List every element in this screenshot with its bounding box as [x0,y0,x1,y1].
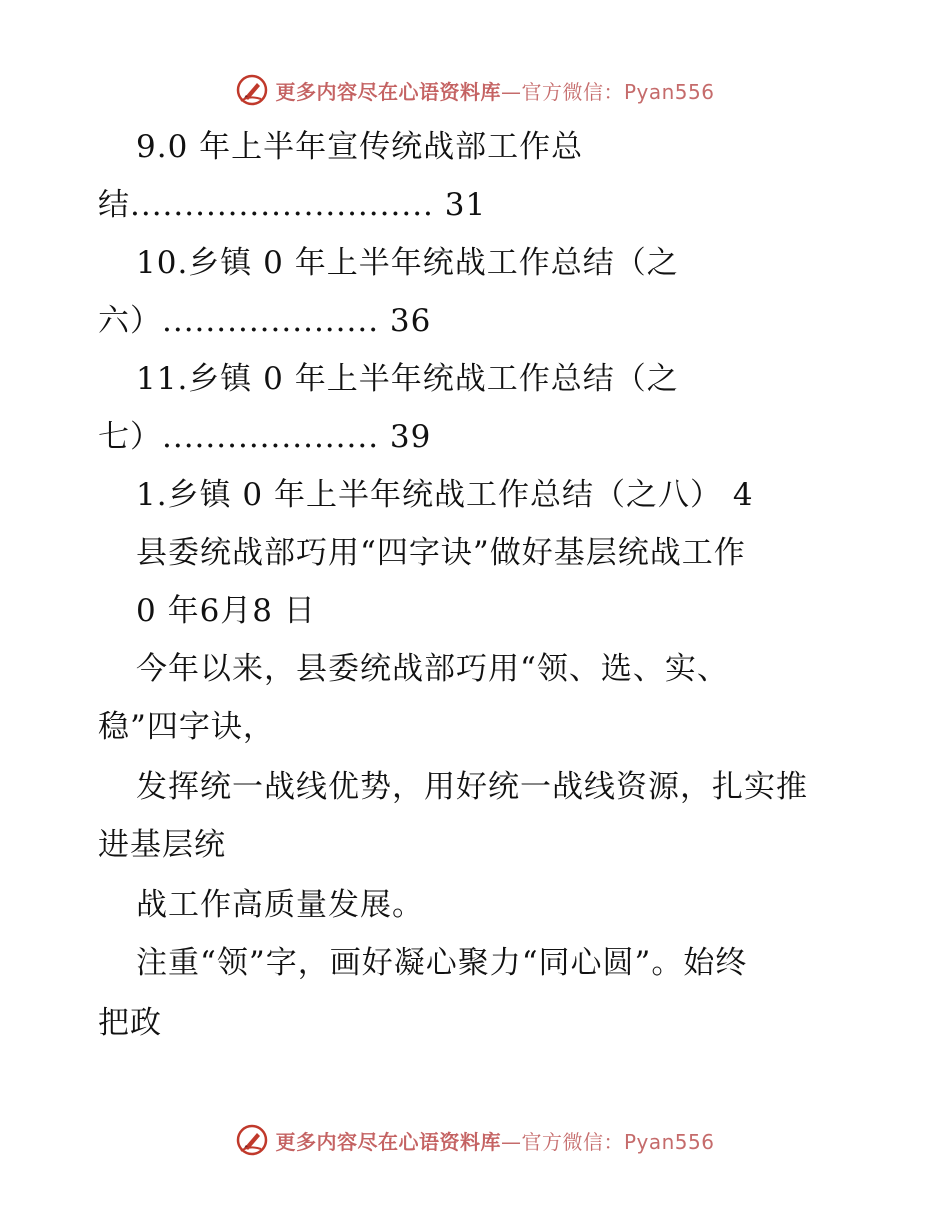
text-line: 10.乡镇 0 年上半年统战工作总结（之 [136,245,679,281]
footer-banner-wechat: —官方微信：Pyan556 [500,1129,715,1154]
text-line: 战工作高质量发展。 [136,887,424,923]
text-line: 发挥统一战线优势，用好统一战线资源，扎实推 [136,769,808,805]
text-line: 七）.................... 39 [98,419,432,455]
header-banner-bold: 更多内容尽在心语资料库 [275,79,501,104]
header-banner [0,70,950,110]
text-line: 县委统战部巧用“四字诀”做好基层统战工作 [136,535,746,571]
text-line: 把政 [98,1005,162,1041]
text-line: 注重“领”字，画好凝心聚力“同心圆”。始终 [136,945,748,981]
footer-banner-text [275,1126,714,1155]
footer-banner [0,1120,950,1160]
text-line: 11.乡镇 0 年上半年统战工作总结（之 [136,361,679,397]
pen-logo-icon [235,73,269,107]
text-line: 9.0 年上半年宣传统战部工作总 [136,129,584,165]
footer-banner-bold: 更多内容尽在心语资料库 [275,1129,501,1154]
text-line: 稳”四字诀， [98,709,275,745]
text-line: 今年以来，县委统战部巧用“领、选、实、 [136,651,729,687]
text-line: 进基层统 [98,827,226,863]
text-line: 0 年6月8 日 [136,593,316,629]
text-line: 六）.................... 36 [98,303,432,339]
pen-logo-icon [235,1123,269,1157]
text-line: 1.乡镇 0 年上半年统战工作总结（之八） 4 [136,477,754,513]
header-banner-wechat: —官方微信：Pyan556 [500,79,715,104]
text-line: 结............................ 31 [98,187,487,223]
header-banner-text [275,76,714,105]
